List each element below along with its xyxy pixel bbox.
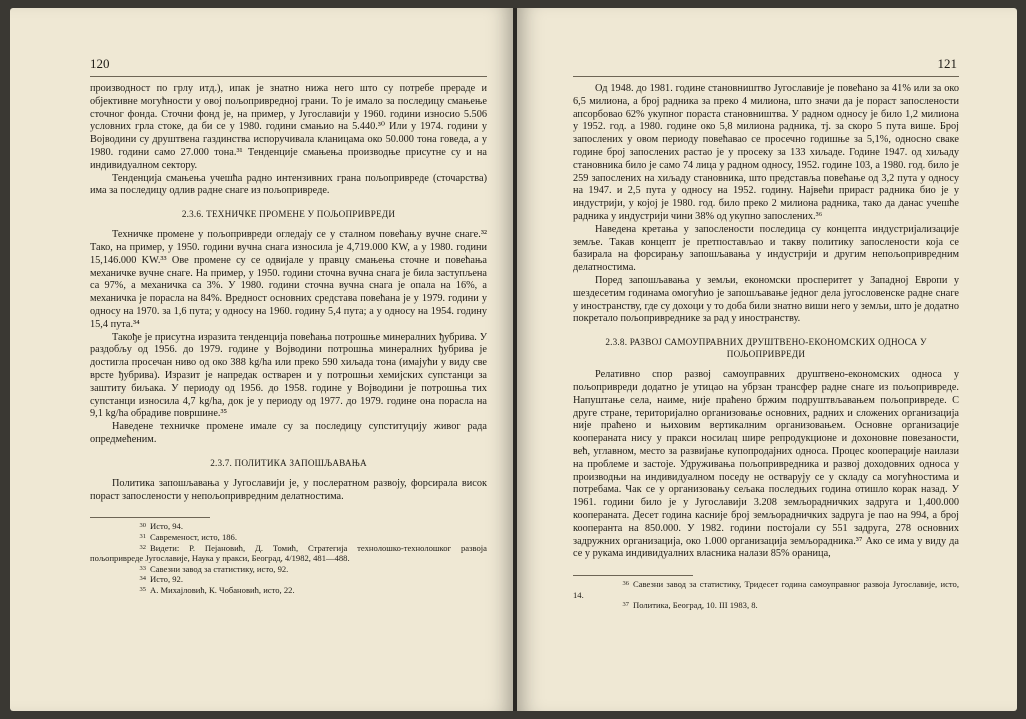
header-rule	[573, 76, 959, 77]
right-page	[517, 8, 1017, 711]
section-heading: 2.3.6. ТЕХНИЧКЕ ПРОМЕНЕ У ПОЉОПРИВРЕДИ	[181, 209, 396, 220]
section-heading: 2.3.7. ПОЛИТИКА ЗАПОШЉАВАЊА	[210, 457, 367, 468]
footnote-rule	[573, 575, 693, 576]
right-page-body	[573, 83, 959, 611]
paragraph: Наведене техничке промене имале су за последицу супституцију живог рада опредмећеним.	[90, 421, 487, 445]
section-heading: 2.3.8. РАЗВОЈ САМОУПРАВНИХ ДРУШТВЕНО-ЕКОНОМСКИХ ОДНОСА У ПОЉОПРИВРЕДИ	[605, 337, 927, 360]
paragraph: производност по грлу итд.), ипак је знатно нижа него што су потребе прераде и објективне могућности у овој пољопривредној грани. То је имало за последицу смањење сточног фонда. Сточни фонд је, на пример, у Југославији у 1960. години износио 5.506 условних грла стоке, да би се у 1980. години смањио на 5.440.³⁰ Или у 1974. години у Војводини су друштвена газдинства испоручивала кланицама око 50.000 тона говеда, а у 1980. години само 27.000 тона.³¹ Тенденције смањења производње присутне су и на индивидуалном сектору.	[90, 83, 487, 171]
footnote: 36 Савезни завод за статистику, Тридесет година самоуправног развоја Југославије, исто, 14.	[573, 579, 959, 600]
footnote: 35 А. Михајловић, К. Чобановић, исто, 22.	[139, 584, 295, 595]
page-number: 120	[90, 56, 110, 71]
paragraph: Релативно спор развој самоуправних друштвено-економских односа у пољопривреди додатно је утицао на убрзан трансфер радне снаге из пољопривреде. Напуштање села, наиме, није праћено бржим подруштвљавањем пољопривреде. С друге стране, територијално организовање основних, радних и сложених организација није праћено и њиховим вертикалним организовањем. Основне организације коопераната нису у пракси носилац шире репродукционе и дохоновне повезаности, већ, углавном, место за развијање купопродајних односа. Процес кооперације наилази на проблеме и застоје. Удруживања пољопривредника и развој доходовних односа у производњи на индивидуалном поседу не остварују се у складу са могућностима и потребама. Чак се у организовању сељака последњих година отишло корак назад. У 1961. години било је у Југославији 3.208 земљорадничких задруга и 1,400.000 коопераната. Десет година касније број земљорадничких задруга је пао на 994, а број кооперанта на 850.000. У 1982. години постојали су 551 задруга, 278 основних задружних организација, око 1.000 организација земљорадника.³⁷ Ако се има у виду да се у рукама индивидуалних власника налази 85% ораница,	[573, 369, 959, 560]
paragraph: Од 1948. до 1981. године становништво Југославије је повећано за 41% или за око 6,5 милиона, а број радника за преко 4 милиона, што значи да је пораст запослености апсорбовао 62% укупног пораста становништва. У радном односу је било 1,2 милиона у 1952. год. а 1980. године око 5,8 милиона радника, тј. за скоро 5 пута више. Број запослених у овом периоду повећавао се просечно годишње за 5,1%, односно сваке године број запослених растао је у просеку за 133 хиљаде. Године 1947. од хиљаду становника било је само 74 лица у радном односу, 1952. године 103, а 1980. год. било је 259 запослених на хиљаду становника, што представља повећање од 3,2 пута у односу на 1947. и 2,5 пута у односу на 1952. годину. Највећи прираст радника био је у индустрији, у којој је 1980. год. било преко 2 милиона радника, тако да данас учешће радника у индустрији чини 38% од укупно запослених.³⁶	[573, 83, 959, 222]
header-rule	[90, 76, 487, 77]
footnote-rule	[90, 517, 210, 518]
footnote: 37 Политика, Београд, 10. III 1983, 8.	[622, 600, 758, 611]
footnote: 33 Савезни завод за статистику, исто, 92.	[139, 563, 289, 574]
left-page	[10, 8, 513, 711]
footnote: 31 Савременост, исто, 186.	[139, 531, 237, 542]
footnote: 32 Видети: Р. Пејановић, Д. Томић, Стратегија технолошко-технолошког развоја пољопривреде Југославије, Наука у пракси, Београд, 4/1982, 481—488.	[90, 542, 487, 564]
footnote: 34 Исто, 92.	[139, 574, 183, 585]
left-page-body	[90, 83, 487, 595]
paragraph: Поред запошљавања у земљи, економски просперитет у Западној Европи у шездесетим годинама омогућио је запошљавање једног дела југословенске радне снаге у иностранству, где су дохоци у то доба били знатно виши него у земљи, што је додатно покретало пољопривреднике за рад у иностранству.	[573, 274, 959, 325]
paragraph: Наведена кретања у запослености последица су концепта индустријализације земље. Такав концепт је претпостављао и такву политику запослености која се базирала на форсирању запошљавања у индустрији и другим непољопривредним делатностима.	[573, 223, 959, 274]
paragraph: Такође је присутна изразита тенденција повећања потрошње минералних ђубрива. У раздобљу од 1956. до 1979. године у Војводини потрошња минералних ђубрива је достигла просечан ниво од око 388 kg/ha или преко 590 хиљада тона (имајући у виду све врсте ђубрива). Изразит је напредак остварен и у потрошњи хемијских супстанци за заштиту биљака. У периоду од 1956. до 1958. године у Војводини је потрошња тих супстанци износила 4,7 kg/ha, док је у периоду од 1977. до 1979. године она порасла на 9,1 kg/ha обрадиве површине.³⁵	[90, 331, 487, 420]
footnote: 30 Исто, 94.	[139, 521, 183, 532]
page-number: 121	[937, 56, 957, 71]
paragraph: Тенденција смањења учешћа радно интензивних грана пољопривреде (сточарства) има за последицу одлив радне снаге из пољопривреде.	[90, 172, 487, 197]
paragraph: Политика запошљавања у Југославији је, у послератном развоју, форсирала висок пораст запослености у непољопривредним делатностима.	[90, 477, 487, 502]
paragraph: Техничке промене у пољопривреди огледају се у сталном повећању вучне снаге.³² Тако, на пример, у 1950. години вучна снага износила је 4,719.000 KW, а у 1980. години 15,146.000 KW.³³ Ове промене су се одвијале у правцу смањења сточне и повећања механичке вучне снаге. На пример, у 1950. години сточна вучна снага је била заступљена са 97%, а механичка са 3%. У 1980. години сточна вучна снага је опала на 16%, а механичка је порасла на 84%. Вредност основних средстава повећана је у 1979. години у односу на 1970. за 1,6 пута; у односу на 1960. годину 5,4 пута; а у односу на 1954. годину 15,4 пута.³⁴	[90, 229, 487, 330]
